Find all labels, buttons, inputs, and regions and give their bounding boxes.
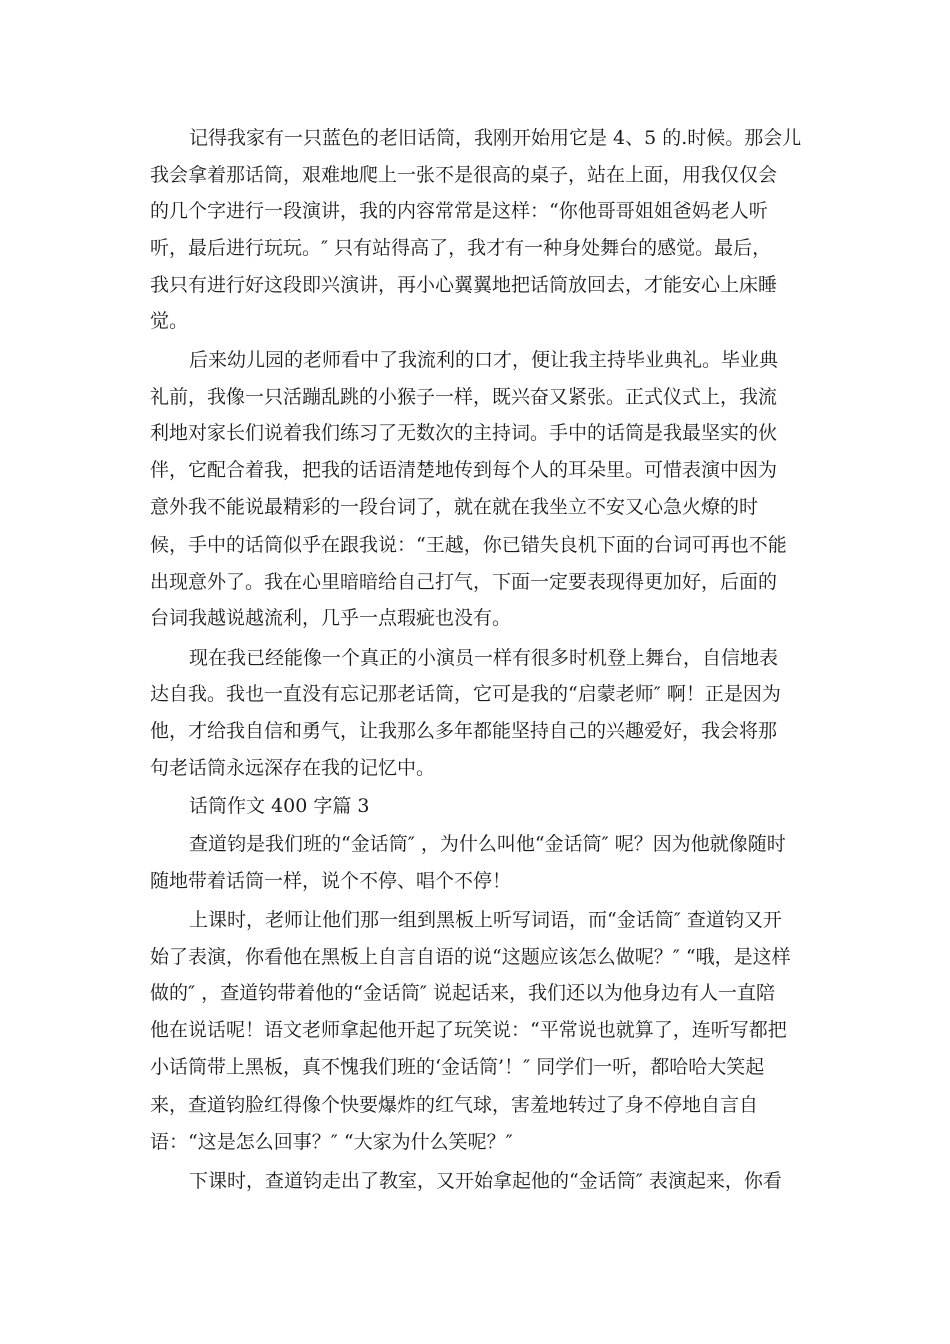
text-line: 我会拿着那话筒，艰难地爬上一张不是很高的桌子，站在上面，用我仅仅会 [150, 164, 778, 186]
text-line: 台词我越说越流利，几乎一点瑕疵也没有。 [150, 607, 512, 629]
text-line: 随地带着话筒一样，说个不停、唱个不停！ [150, 870, 512, 892]
text-line: 小话筒带上黑板，真不愧我们班的‘金话筒’！″ 同学们一听，都哈哈大笑起 [150, 1056, 765, 1078]
section-heading: 话筒作文 400 字篇 3 [189, 795, 370, 817]
text-line: 现在我已经能像一个真正的小演员一样有很多时机登上舞台，自信地表 [189, 647, 779, 669]
text-line: 利地对家长们说着我们练习了无数次的主持词。手中的话筒是我最坚实的伙 [150, 422, 778, 444]
text-line: 后来幼儿园的老师看中了我流利的口才，便让我主持毕业典礼。毕业典 [189, 349, 779, 371]
text-line: 我只有进行好这段即兴演讲，再小心翼翼地把话筒放回去，才能安心上床睡 [150, 274, 778, 296]
text-line: 礼前，我像一只活蹦乱跳的小猴子一样，既兴奋又紧张。正式仪式上，我流 [150, 386, 778, 408]
text-line: 下课时，查道钧走出了教室，又开始拿起他的“金话筒″ 表演起来，你看 [189, 1170, 782, 1192]
text-line: 觉。 [150, 310, 189, 332]
text-line: 的几个字进行一段演讲，我的内容常常是这样：“你他哥哥姐姐爸妈老人听 [150, 200, 768, 222]
text-line: 做的″ ，查道钧带着他的“金话筒″ 说起话来，我们还以为他身边有人一直陪 [150, 982, 775, 1004]
text-line: 听，最后进行玩玩。″ 只有站得高了，我才有一种身处舞台的感觉。最后， [150, 237, 772, 259]
text-line: 始了表演，你看他在黑板上自言自语的说“这题应该怎么做呢？″ “哦，是这样 [150, 946, 791, 968]
text-line: 他，才给我自信和勇气，让我那么多年都能坚持自己的兴趣爱好，我会将那 [150, 720, 778, 742]
text-line: 语：“这是怎么回事？″ “大家为什么笑呢？″ [150, 1131, 513, 1153]
text-line: 记得我家有一只蓝色的老旧话筒，我刚开始用它是 4、5 的.时候。那会儿 [189, 127, 802, 149]
text-line: 来，查道钧脸红得像个快要爆炸的红气球，害羞地转过了身不停地自言自 [150, 1094, 759, 1116]
text-line: 他在说话呢！语文老师拿起他开起了玩笑说：“平常说也就算了，连听写都把 [150, 1019, 787, 1041]
text-line: 上课时，老师让他们那一组到黑板上听写词语，而“金话筒″ 查道钧又开 [189, 909, 782, 931]
text-line: 出现意外了。我在心里暗暗给自己打气，下面一定要表现得更加好，后面的 [150, 571, 778, 593]
text-line: 候，手中的话筒似乎在跟我说：“王越，你已错失良机下面的台词可再也不能 [150, 534, 787, 556]
text-line: 句老话筒永远深存在我的记忆中。 [150, 757, 436, 779]
text-line: 查道钧是我们班的“金话筒″ ，为什么叫他“金话筒″ 呢？因为他就像随时 [189, 833, 786, 855]
text-line: 意外我不能说最精彩的一段台词了，就在就在我坐立不安又心急火燎的时 [150, 496, 759, 518]
text-line: 伴，它配合着我，把我的话语清楚地传到每个人的耳朵里。可惜表演中因为 [150, 459, 778, 481]
text-line: 达自我。我也一直没有忘记那老话筒，它可是我的“启蒙老师″ 啊！正是因为 [150, 683, 781, 705]
